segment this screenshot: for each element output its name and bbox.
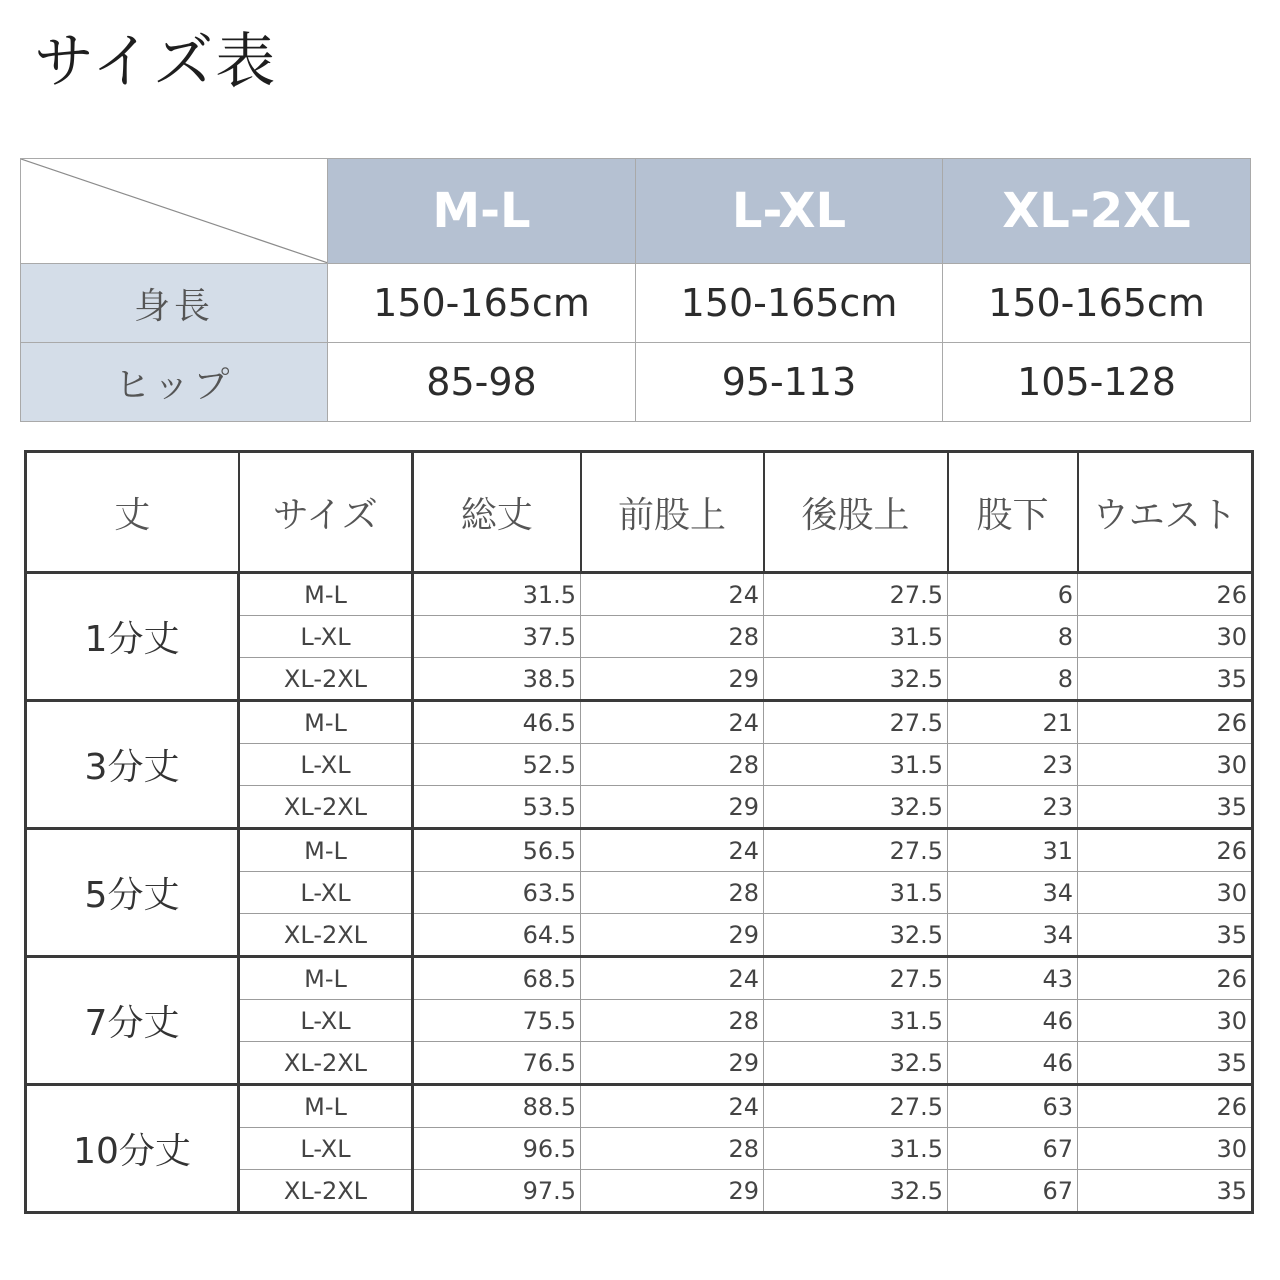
front-rise-cell: 24 [581,957,764,1000]
back-rise-cell: 27.5 [764,573,948,616]
size-cell: M-L [239,573,413,616]
inseam-cell: 31 [948,829,1078,872]
table-row [26,957,1253,1000]
size-cell: XL-2XL [239,1170,413,1213]
front-rise-cell: 28 [581,616,764,658]
waist-cell: 35 [1078,786,1253,829]
size-header-l-xl: L-XL [636,159,943,264]
waist-cell: 30 [1078,744,1253,786]
waist-cell: 35 [1078,1042,1253,1085]
size-chart-header-row [21,159,1251,264]
row-label-height: 身長 [21,264,328,343]
front-rise-cell: 28 [581,744,764,786]
waist-cell: 30 [1078,1128,1253,1170]
length-group-label: 10分丈 [26,1085,239,1213]
total-length-cell: 88.5 [413,1085,581,1128]
size-cell: XL-2XL [239,914,413,957]
size-chart-row-height [21,264,1251,343]
front-rise-cell: 29 [581,914,764,957]
waist-cell: 26 [1078,573,1253,616]
front-rise-cell: 29 [581,658,764,701]
header-front-rise: 前股上 [581,452,764,573]
back-rise-cell: 32.5 [764,1170,948,1213]
back-rise-cell: 32.5 [764,914,948,957]
front-rise-cell: 29 [581,1170,764,1213]
total-length-cell: 96.5 [413,1128,581,1170]
size-cell: XL-2XL [239,658,413,701]
size-cell: L-XL [239,1000,413,1042]
table-row [26,829,1253,872]
size-header-xl-2xl: XL-2XL [943,159,1251,264]
size-cell: M-L [239,1085,413,1128]
table-row [26,573,1253,616]
total-length-cell: 68.5 [413,957,581,1000]
back-rise-cell: 31.5 [764,1000,948,1042]
waist-cell: 35 [1078,1170,1253,1213]
total-length-cell: 75.5 [413,1000,581,1042]
back-rise-cell: 31.5 [764,872,948,914]
waist-cell: 30 [1078,1000,1253,1042]
value-cell: 150-165cm [636,264,943,343]
value-cell: 150-165cm [943,264,1251,343]
inseam-cell: 8 [948,658,1078,701]
back-rise-cell: 31.5 [764,616,948,658]
size-chart-row-hip [21,343,1251,422]
back-rise-cell: 32.5 [764,786,948,829]
length-group-label: 5分丈 [26,829,239,957]
total-length-cell: 64.5 [413,914,581,957]
waist-cell: 26 [1078,957,1253,1000]
size-cell: M-L [239,957,413,1000]
inseam-cell: 21 [948,701,1078,744]
size-cell: M-L [239,701,413,744]
front-rise-cell: 24 [581,829,764,872]
header-length-type: 丈 [26,452,239,573]
inseam-cell: 23 [948,786,1078,829]
inseam-cell: 67 [948,1170,1078,1213]
value-cell: 150-165cm [328,264,636,343]
size-cell: L-XL [239,1128,413,1170]
table-row [26,701,1253,744]
waist-cell: 26 [1078,701,1253,744]
waist-cell: 30 [1078,872,1253,914]
waist-cell: 30 [1078,616,1253,658]
total-length-cell: 56.5 [413,829,581,872]
total-length-cell: 63.5 [413,872,581,914]
total-length-cell: 46.5 [413,701,581,744]
size-cell: L-XL [239,872,413,914]
header-size: サイズ [239,452,413,573]
front-rise-cell: 24 [581,573,764,616]
total-length-cell: 38.5 [413,658,581,701]
inseam-cell: 63 [948,1085,1078,1128]
front-rise-cell: 28 [581,1128,764,1170]
header-back-rise: 後股上 [764,452,948,573]
total-length-cell: 37.5 [413,616,581,658]
size-header-m-l: M-L [328,159,636,264]
total-length-cell: 76.5 [413,1042,581,1085]
waist-cell: 35 [1078,914,1253,957]
inseam-cell: 23 [948,744,1078,786]
back-rise-cell: 32.5 [764,658,948,701]
header-inseam: 股下 [948,452,1078,573]
measurement-header-row [26,452,1253,573]
length-group-label: 7分丈 [26,957,239,1085]
value-cell: 95-113 [636,343,943,422]
inseam-cell: 34 [948,872,1078,914]
back-rise-cell: 31.5 [764,1128,948,1170]
back-rise-cell: 27.5 [764,829,948,872]
length-group-label: 1分丈 [26,573,239,701]
length-group-label: 3分丈 [26,701,239,829]
inseam-cell: 46 [948,1042,1078,1085]
total-length-cell: 52.5 [413,744,581,786]
table-row [26,1085,1253,1128]
total-length-cell: 97.5 [413,1170,581,1213]
size-cell: M-L [239,829,413,872]
front-rise-cell: 29 [581,1042,764,1085]
size-chart-table [20,158,1251,422]
back-rise-cell: 32.5 [764,1042,948,1085]
value-cell: 85-98 [328,343,636,422]
inseam-cell: 46 [948,1000,1078,1042]
waist-cell: 35 [1078,658,1253,701]
front-rise-cell: 28 [581,872,764,914]
inseam-cell: 8 [948,616,1078,658]
inseam-cell: 67 [948,1128,1078,1170]
header-total-length: 総丈 [413,452,581,573]
back-rise-cell: 27.5 [764,1085,948,1128]
back-rise-cell: 27.5 [764,957,948,1000]
front-rise-cell: 24 [581,701,764,744]
diagonal-divider [21,159,328,263]
corner-cell [21,159,328,264]
inseam-cell: 34 [948,914,1078,957]
measurement-table [24,450,1254,1214]
front-rise-cell: 29 [581,786,764,829]
measurement-body [26,573,1253,1213]
size-cell: XL-2XL [239,1042,413,1085]
total-length-cell: 31.5 [413,573,581,616]
size-cell: L-XL [239,744,413,786]
front-rise-cell: 28 [581,1000,764,1042]
size-cell: L-XL [239,616,413,658]
header-waist: ウエスト [1078,452,1253,573]
size-cell: XL-2XL [239,786,413,829]
back-rise-cell: 31.5 [764,744,948,786]
total-length-cell: 53.5 [413,786,581,829]
inseam-cell: 43 [948,957,1078,1000]
front-rise-cell: 24 [581,1085,764,1128]
waist-cell: 26 [1078,829,1253,872]
waist-cell: 26 [1078,1085,1253,1128]
page-title: サイズ表 [34,27,278,97]
row-label-hip: ヒップ [21,343,328,422]
inseam-cell: 6 [948,573,1078,616]
back-rise-cell: 27.5 [764,701,948,744]
value-cell: 105-128 [943,343,1251,422]
